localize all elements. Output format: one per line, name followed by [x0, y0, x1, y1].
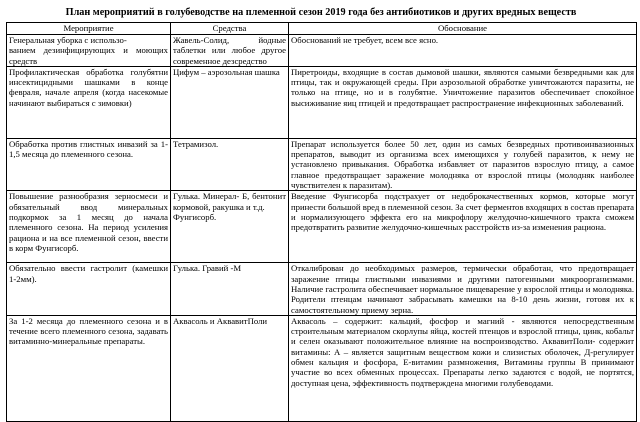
- cell-measure: Обработка против глистных инвазий за 1-1,5 месяца до племенного сезона.: [7, 138, 171, 190]
- cell-measure: Генеральная уборка с использо- ванием дезинфицирующих и моющих средств: [7, 35, 171, 67]
- cell-measure: За 1-2 месяца до племенного сезона и в течение всего племенного сезона, задавать витаминно-минеральные препараты.: [7, 315, 171, 421]
- header-measure: Мероприятие: [7, 23, 171, 35]
- cell-reason: Введение Фунгисорба подстрахует от недоброкачественных кормов, которые могут принести большой вред в племенной сезон. За счет ферментов входящих в состав препарата и нормализующего эффекта его на микрофлору желудочно-кишечного тракта сможем предотвратить развитие желудочно-кишечных расстройств из-за изменения рациона.: [289, 191, 637, 263]
- table-row: [7, 35, 637, 67]
- cell-means: Аквасоль и АквавитПоли: [171, 315, 289, 421]
- cell-reason: Препарат используется более 50 лет, один из самых безвредных противоинвазионных препаратов, выводит из организма всех имеющихся у голубей паразитов, к нему не установлено привыкания. Обработка избавляет от паразитов взрослую птицу, а самое главное предотвращает заражение молодняка от взрослой птицы (молодняк наиболее чувствителен к паразитам).: [289, 138, 637, 190]
- table-row: [7, 66, 637, 138]
- cell-means: Жавель-Солид, йодные таблетки или любое другое современное дезсредство: [171, 35, 289, 67]
- cell-measure: Повышение разнообразия зерносмеси и обязательный ввод минеральных подкормок за 1 месяц до начала племенного сезона. На период усиления рациона и на все племенной сезон, ввести в корм Фунгисорб.: [7, 191, 171, 263]
- cell-measure: Профилактическая обработка голубятни инсектицидными шашками в конце февраля, начале апреля (когда насекомые начинают выбираться с зимовки): [7, 66, 171, 138]
- header-reason: Обоснование: [289, 23, 637, 35]
- cell-means: Тетрамизол.: [171, 138, 289, 190]
- cell-reason: Пиретроиды, входящие в состав дымовой шашки, являются самыми безвредными как для птицы, так и окружающей среды. При аэрозольной обработке уничтожаются паразиты, не только на птице, но и в голубятне. Уничтожение паразитов обеспечивает спокойное высиживание яиц птицей и предотвращает распространение инфекционных заболеваний.: [289, 66, 637, 138]
- cell-reason: Аквасоль – содержит: кальций, фосфор и магний - являются непосредственным строительным материалом скорлупы яйца, костей птенцов и взрослой птицы, цинк, кобальт и селен оказывают положительное влияние на воспроизводство. АквавитПоли- содержит витамины: А – является защитным веществом кожи и слизистых оболочек, Д-регулирует обмен кальция и фосфора, Е-витамин размножения, Витамины группы В принимают участие во всех обменных процессах. Препараты легко задаются с водой, не портятся, доступная цена, эффективность подтверждена многими голубеводами.: [289, 315, 637, 421]
- cell-means: Цифум – аэрозольная шашка: [171, 66, 289, 138]
- table-row: [7, 263, 637, 315]
- cell-reason: Обоснований не требует, всем все ясно.: [289, 35, 637, 67]
- table-row: [7, 138, 637, 190]
- cell-measure: Обязательно ввести гастролит (камешки 1-2мм).: [7, 263, 171, 315]
- measures-table: [6, 22, 637, 422]
- document-title: План мероприятий в голубеводстве на племенной сезон 2019 года без антибиотиков и других вредных веществ: [65, 7, 577, 18]
- cell-means: Гулька. Минерал- Б, бентонит кормовой, ракушка и т.д. Фунгисорб.: [171, 191, 289, 263]
- table-row: [7, 191, 637, 263]
- cell-means: Гулька. Гравий -М: [171, 263, 289, 315]
- table-row: [7, 315, 637, 421]
- cell-reason: Откалиброван до необходимых размеров, термически обработан, что предотвращает заражение птицы глистными инвазиями и другими патогенными микроорганизмами. Наличие гастролита обеспечивает нормальное пищеварение у взрослой птицы и молодняка. Родители птенцам начинают забрасывать камешки на 8-10 день жизни, готовя их к самостоятельному приему зерна.: [289, 263, 637, 315]
- table-header-row: [7, 23, 637, 35]
- header-means: Средства: [171, 23, 289, 35]
